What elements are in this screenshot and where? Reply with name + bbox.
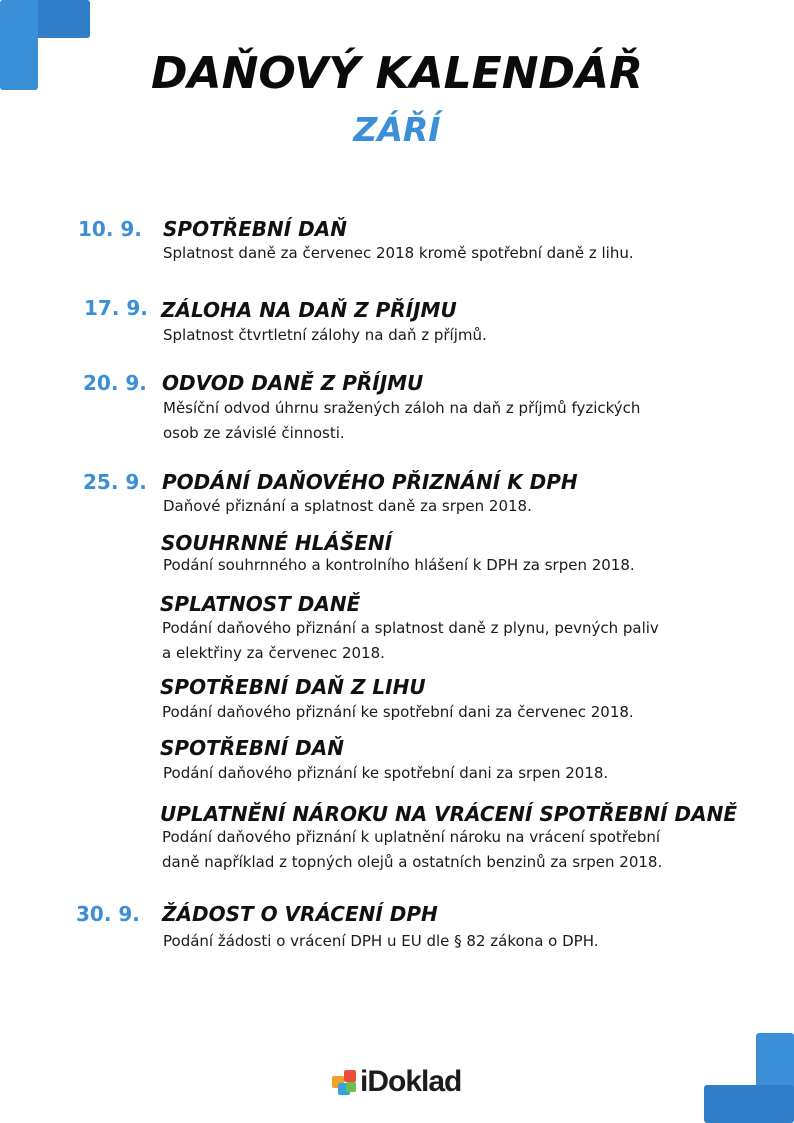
entry-date: 30. 9.: [76, 902, 140, 926]
entry-description: [163, 761, 723, 786]
entry-description-line: Podání daňového přiznání ke spotřební dani za červenec 2018.: [162, 703, 634, 721]
entry-heading: SPOTŘEBNÍ DAŇ: [163, 217, 347, 241]
entry-description: [163, 494, 723, 519]
entry-heading: SOUHRNNÉ HLÁŠENÍ: [161, 531, 393, 555]
entry-description-line: osob ze závislé činnosti.: [163, 424, 345, 442]
entry-heading: ŽÁDOST O VRÁCENÍ DPH: [162, 902, 438, 926]
entry-description: [163, 241, 723, 266]
entry-date: 10. 9.: [78, 217, 142, 241]
entry-description-line: Splatnost čtvrtletní zálohy na daň z příjmů.: [163, 326, 487, 344]
entry-description-line: Měsíční odvod úhrnu sražených záloh na daň z příjmů fyzických: [163, 399, 641, 417]
corner-decoration-top-left-inner: [38, 0, 90, 38]
entry-description-line: Podání daňového přiznání k uplatnění nároku na vrácení spotřební: [162, 828, 661, 846]
entry-description-line: Daňové přiznání a splatnost daně za srpen 2018.: [163, 497, 532, 515]
entry-description-line: Podání žádosti o vrácení DPH u EU dle § 82 zákona o DPH.: [163, 932, 599, 950]
logo-text: iDoklad: [360, 1065, 462, 1098]
entry-description-line: Podání souhrnného a kontrolního hlášení k DPH za srpen 2018.: [163, 556, 635, 574]
entry-description-line: a elektřiny za červenec 2018.: [162, 644, 385, 662]
entry-heading: PODÁNÍ DAŇOVÉHO PŘIZNÁNÍ K DPH: [162, 470, 578, 494]
entry-description-line: Podání daňového přiznání ke spotřební dani za srpen 2018.: [163, 764, 609, 782]
idoklad-logo-icon: [330, 1068, 358, 1096]
entry-date: 20. 9.: [83, 371, 147, 395]
entry-description-line: Splatnost daně za červenec 2018 kromě spotřební daně z lihu.: [163, 244, 634, 262]
entry-description: [162, 825, 722, 875]
page-title: DAŇOVÝ KALENDÁŘ: [151, 48, 643, 99]
entry-heading: ODVOD DANĚ Z PŘÍJMU: [162, 371, 424, 395]
entry-description-line: daně například z topných olejů a ostatních benzinů za srpen 2018.: [162, 853, 663, 871]
entry-heading: ZÁLOHA NA DAŇ Z PŘÍJMU: [161, 298, 457, 322]
entry-description: [163, 553, 723, 578]
entry-description: [162, 700, 722, 725]
entry-date: 17. 9.: [84, 296, 148, 320]
entry-description: [163, 396, 723, 446]
entry-heading: SPLATNOST DANĚ: [160, 592, 361, 616]
entry-heading: SPOTŘEBNÍ DAŇ: [160, 736, 344, 760]
entry-description: [162, 616, 722, 666]
entry-description-line: Podání daňového přiznání a splatnost daně z plynu, pevných paliv: [162, 619, 659, 637]
corner-decoration-bottom-right-horizontal: [704, 1085, 794, 1123]
entry-heading: UPLATNĚNÍ NÁROKU NA VRÁCENÍ SPOTŘEBNÍ DANĚ: [160, 802, 738, 826]
entry-description: [163, 929, 723, 954]
entry-description: [163, 323, 723, 348]
idoklad-logo: [330, 1063, 461, 1101]
entry-date: 25. 9.: [83, 470, 147, 494]
entry-heading: SPOTŘEBNÍ DAŇ Z LIHU: [160, 675, 426, 699]
page-subtitle-month: ZÁŘÍ: [353, 110, 441, 149]
